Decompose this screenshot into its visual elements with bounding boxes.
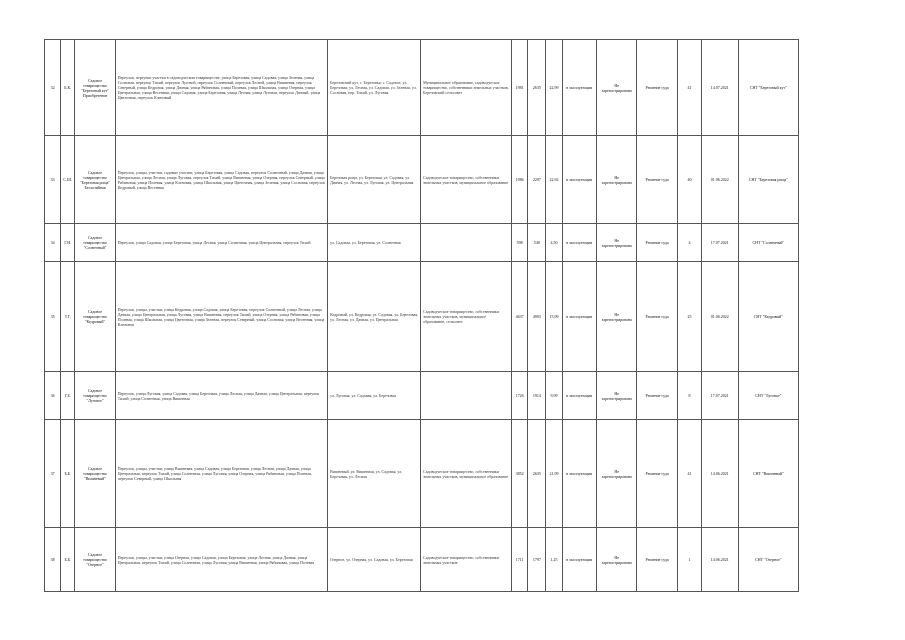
registration-type: Не зарегистрирована	[596, 136, 636, 224]
object-description: Переулок, переулки участки в садоводческом товариществе, улица Березовая, улица Садовая, улица Зеленая, улица Сосновая, переулок Тихий, переулок Луговой, переулок Солнечный, переулок Лесной, улица Вишневая, переулок Северный, улица Кедровая, улица Дачная, улица Рябиновая, улица Полевая, улица Школьная, улица Озерная, улица Центральная, улица Весенняя, улица Садовая, улица Березовая, улица Лесная, улица Луговая, переулок Дачный, улица Цветочная, переулок Кленовый	[115, 40, 327, 136]
table-row	[45, 528, 866, 592]
organization: СНТ "Луговое"	[738, 372, 799, 420]
row-number: 34	[45, 224, 61, 262]
row-number: 36	[45, 372, 61, 420]
object-description: Переулок, улицы, участки, садовые участки, улица Березовая, улица Садовая, переулок Солнечный, улица Дачная, улица Центральная, улица Лесная, улица Луговая, переулок Тихий, улица Вишневая, улица Озерная, переулок Северный, улица Рябиновая, улица Полевая, улица Кленовая, улица Школьная, улица Цветочная, улица Зеленая, улица Сосновая, переулок Кедровый, улица Весенняя	[115, 136, 327, 224]
object-state: в эксплуатации	[562, 136, 596, 224]
value-1: 1981	[512, 40, 528, 136]
value-3: 22,99	[546, 40, 562, 136]
object-location: ул. Луговая, ул. Садовая, ул. Березовая	[328, 372, 421, 420]
value-3: 1,25	[546, 528, 562, 592]
object-description: Переулок, улицы, участки, улица Озерная, улица Садовая, улица Березовая, улица Лесная, улица Дачная, улица Центральная, переулок Тихий, улица Солнечная, улица Луговая, улица Вишневая, улица Рябиновая, улица Полевая	[115, 528, 327, 592]
value-3: 21,99	[546, 420, 562, 528]
value-3: 4,50	[546, 224, 562, 262]
value-2: 4903	[528, 262, 546, 372]
record-date: 01.06.2022	[702, 262, 738, 372]
object-state: в эксплуатации	[562, 420, 596, 528]
value-2: 540	[528, 224, 546, 262]
registration-type: Не зарегистрирована	[596, 262, 636, 372]
object-location: Вишневый, ул. Вишневая, ул. Садовая, ул. Березовая, ул. Лесная	[328, 420, 421, 528]
object-name: Садовое товарищество "Луговое"	[75, 372, 115, 420]
count-value: 1	[677, 528, 701, 592]
value-2: 2635	[528, 420, 546, 528]
object-owner: Садоводческое товарищество, собственники земельных участков, муниципальное образование, сельсовет	[421, 262, 512, 372]
object-description: Переулок, улица Луговая, улица Садовая, улица Березовая, улица Лесная, улица Дачная, улица Центральная, переулок Тихий, улица Солнечная, улица Вишневая	[115, 372, 327, 420]
object-name: Садовое товарищество "Вишневый"	[75, 420, 115, 528]
basis-document: Решение суда	[637, 420, 677, 528]
count-value: 41	[677, 40, 701, 136]
object-location: Озерное, ул. Озерная, ул. Садовая, ул. Березовая	[328, 528, 421, 592]
record-date: 14.07.2021	[702, 40, 738, 136]
object-owner	[421, 224, 512, 262]
table-row	[45, 40, 866, 136]
organization: СНТ "Вишневый"	[738, 420, 799, 528]
value-2: 1914	[528, 372, 546, 420]
object-state: в эксплуатации	[562, 224, 596, 262]
registration-type: Не зарегистрирована	[596, 420, 636, 528]
row-number: 32	[45, 40, 61, 136]
object-name: Садовое товарищество "Березовый кут" Приобретение	[75, 40, 115, 136]
row-number: 35	[45, 262, 61, 372]
row-code: Б.Б.	[61, 528, 75, 592]
object-state: в эксплуатации	[562, 528, 596, 592]
object-owner: Садоводческое товарищество, собственники земельных участков, муниципальное образование	[421, 136, 512, 224]
object-state: в эксплуатации	[562, 262, 596, 372]
row-code: Б.Б.	[61, 420, 75, 528]
table-row	[45, 420, 866, 528]
object-name: Садовое товарищество "Солнечный"	[75, 224, 115, 262]
value-2: 1797	[528, 528, 546, 592]
value-1: 4637	[512, 262, 528, 372]
value-1: 1726	[512, 372, 528, 420]
object-name: Садовое товарищество "Березовая роща" Бесхозяйная	[75, 136, 115, 224]
row-code: Г.Н.	[61, 224, 75, 262]
row-number: 37	[45, 420, 61, 528]
organization: СНТ "Березовая роща"	[738, 136, 799, 224]
object-owner: Садоводческое товарищество, собственники земельных участков, муниципальное образование	[421, 420, 512, 528]
basis-document: Решение суда	[637, 528, 677, 592]
basis-document: Решение суда	[637, 224, 677, 262]
organization: СНТ "Березовый кут"	[738, 40, 799, 136]
object-name: Садовое товарищество "Озерное"	[75, 528, 115, 592]
organization: СНТ "Кедровый"	[738, 262, 799, 372]
value-1: 3852	[512, 420, 528, 528]
record-date: 14.06.2021	[702, 528, 738, 592]
object-description: Переулок, улица Садовая, улица Березовая, улица Лесная, улица Солнечная, улица Центральная, переулок Тихий	[115, 224, 327, 262]
object-owner: Садоводческое товарищество, собственники земельных участков	[421, 528, 512, 592]
row-number: 38	[45, 528, 61, 592]
object-location: ул. Садовая, ул. Березовая, ул. Солнечная	[328, 224, 421, 262]
registry-table	[44, 39, 866, 592]
record-date: 14.06.2021	[702, 420, 738, 528]
value-2: 2635	[528, 40, 546, 136]
count-value: 25	[677, 262, 701, 372]
row-code: Б.К.	[61, 40, 75, 136]
object-owner: Муниципальное образование, садоводческое товарищество, собственники земельных участков, Березовский сельсовет	[421, 40, 512, 136]
basis-document: Решение суда	[637, 136, 677, 224]
object-name: Садовое товарищество "Кедровый"	[75, 262, 115, 372]
table-row	[45, 262, 866, 372]
object-description: Переулок, улицы, участки, улица Вишневая, улица Садовая, улица Березовая, улица Лесная, улица Дачная, улица Центральная, переулок Тихий, улица Солнечная, улица Луговая, улица Озерная, улица Рябиновая, улица Полевая, переулок Северный, улица Школьная	[115, 420, 327, 528]
table-row	[45, 136, 866, 224]
object-location: Березовая роща, ул. Березовая, ул. Садовая, ул. Дачная, ул. Лесная, ул. Луговая, ул. Центральная	[328, 136, 421, 224]
registration-type: Не зарегистрирована	[596, 40, 636, 136]
row-code: Г.Б.	[61, 372, 75, 420]
basis-document: Решение суда	[637, 372, 677, 420]
row-code: Т.Г.	[61, 262, 75, 372]
object-owner	[421, 372, 512, 420]
record-date: 01.06.2022	[702, 136, 738, 224]
value-3: 22,92	[546, 136, 562, 224]
count-value: 41	[677, 420, 701, 528]
value-3: 9,99	[546, 372, 562, 420]
value-1: 1986	[512, 136, 528, 224]
count-value: 8	[677, 372, 701, 420]
object-description: Переулок, улицы, участки, улица Кедровая, улица Садовая, улица Березовая, переулок Солнечный, улица Лесная, улица Дачная, улица Центральная, улица Луговая, улица Вишневая, переулок Тихий, улица Озерная, улица Рябиновая, улица Полевая, улица Школьная, улица Цветочная, улица Зеленая, переулок Северный, улица Сосновая, улица Весенняя, улица Кленовая	[115, 262, 327, 372]
record-date: 17.07.2021	[702, 224, 738, 262]
object-state: в эксплуатации	[562, 372, 596, 420]
registration-type: Не зарегистрирована	[596, 528, 636, 592]
basis-document: Решение суда	[637, 262, 677, 372]
object-location: Кедровый, ул. Кедровая, ул. Садовая, ул. Березовая, ул. Лесная, ул. Дачная, ул. Центральная	[328, 262, 421, 372]
table-row	[45, 224, 866, 262]
organization: СНТ "Солнечный"	[738, 224, 799, 262]
value-2: 2297	[528, 136, 546, 224]
registration-type: Не зарегистрирована	[596, 224, 636, 262]
value-1: 1711	[512, 528, 528, 592]
count-value: 40	[677, 136, 701, 224]
row-number: 33	[45, 136, 61, 224]
organization: СНТ "Озерное"	[738, 528, 799, 592]
record-date: 17.07.2021	[702, 372, 738, 420]
object-state: в эксплуатации	[562, 40, 596, 136]
object-location: Березовский кут, с. Березовка; с. Садовое, ул. Березовая; ул. Лесная, ул. Садовая, ул. Зеленая, ул. Сосновая, пер. Тихий, ул. Луговая	[328, 40, 421, 136]
count-value: 4	[677, 224, 701, 262]
basis-document: Решение суда	[637, 40, 677, 136]
value-3: 15,99	[546, 262, 562, 372]
value-1: 598	[512, 224, 528, 262]
row-code: С.Ш.	[61, 136, 75, 224]
registration-type: Не зарегистрирована	[596, 372, 636, 420]
table-row	[45, 372, 866, 420]
